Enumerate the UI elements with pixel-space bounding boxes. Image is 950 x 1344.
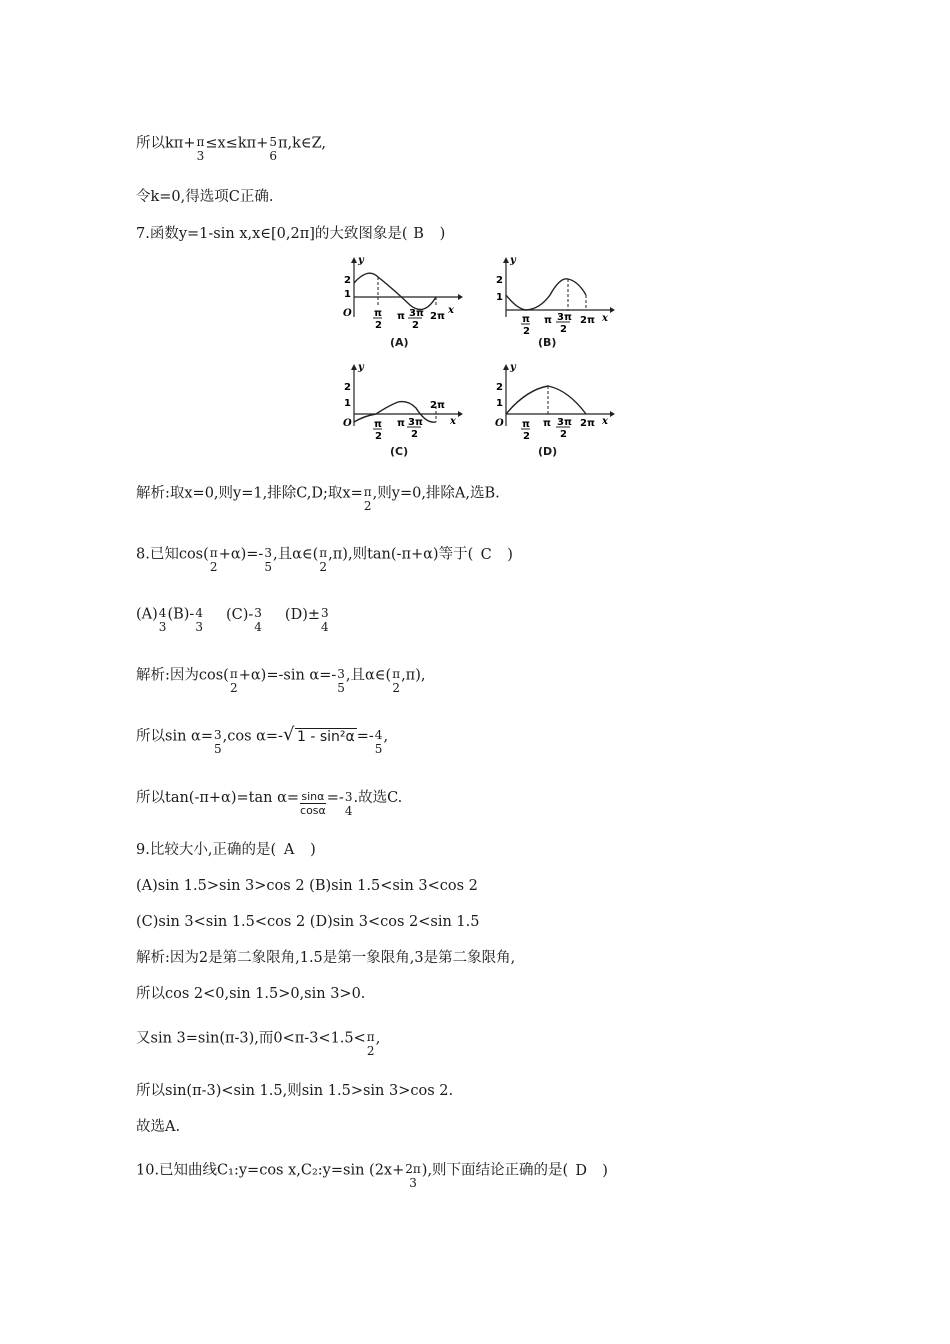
svg-text:x: x [602,416,608,427]
svg-text:1: 1 [496,292,503,303]
fraction: π 3 [196,135,205,163]
svg-text:2: 2 [560,429,567,440]
svg-text:3π: 3π [408,417,423,428]
solution-9-line-4: 所以sin(π-3)<sin 1.5,则sin 1.5>sin 3>cos 2. [136,1083,454,1099]
svg-text:y: y [358,255,364,266]
svg-text:2π: 2π [580,418,595,429]
svg-text:π: π [397,418,405,429]
svg-text:2: 2 [523,326,530,337]
solution-7: 解析:取x=0,则y=1,排除C,D;取x= π 2 ,则y=0,排除A,选B. [136,485,500,513]
fraction: π 2 [363,485,372,513]
question-8: 8.已知cos( π 2 +α)=- 3 5 ,且α∈( π 2 ,π),则tan(-π+α)等于( C ) [136,546,513,574]
solution-9-line-3: 又sin 3=sin(π-3),而0<π-3<1.5< π 2 , [136,1030,381,1058]
text-line-range: 所以kπ+ π 3 ≤x≤kπ+ 5 6 π,k∈Z, [136,135,327,163]
square-root: √ 1 - sin²α [283,727,357,747]
svg-text:2: 2 [375,320,382,331]
svg-text:x: x [448,305,454,316]
graph-caption-b: (B) [538,336,557,349]
solution-8-line-2: 所以sin α= 3 5 ,cos α=-√ 1 - sin²α =- 4 5 , [136,723,388,750]
question-9: 9.比较大小,正确的是( A ) [136,842,316,858]
svg-text:2: 2 [344,275,351,286]
svg-text:π: π [522,314,530,325]
svg-text:2: 2 [375,431,382,442]
options-9-row-2: (C)sin 3<sin 1.5<cos 2 (D)sin 3<cos 2<sin 1.5 [136,914,480,930]
graph-caption-d: (D) [538,445,558,458]
svg-text:x: x [450,416,456,427]
svg-text:2: 2 [411,429,418,440]
svg-text:π: π [543,418,551,429]
svg-text:y: y [510,255,516,266]
solution-9-line-1: 解析:因为2是第二象限角,1.5是第一象限角,3是第二象限角, [136,950,516,966]
svg-text:2: 2 [496,382,503,393]
svg-text:2: 2 [523,431,530,442]
solution-9-line-5: 故选A. [136,1119,181,1135]
svg-text:2π: 2π [430,400,445,411]
answer-8: C [480,546,492,563]
question-7: 7.函数y=1-sin x,x∈[0,2π]的大致图象是( B ) [136,226,446,242]
text-line-conclusion: 令k=0,得选项C正确. [136,189,274,205]
svg-text:π: π [397,311,405,322]
graph-caption-a: (A) [390,336,409,349]
svg-text:O: O [343,418,352,429]
svg-text:1: 1 [496,398,503,409]
question-10: 10.已知曲线C₁:y=cos x,C₂:y=sin (2x+ 2π 3 ),则下面结论正确的是( D ) [136,1162,608,1190]
svg-text:π: π [544,315,552,326]
svg-text:x: x [602,313,608,324]
svg-text:O: O [343,308,352,319]
svg-text:y: y [358,362,364,373]
options-9-row-1: (A)sin 1.5>sin 3>cos 2 (B)sin 1.5<sin 3<cos 2 [136,878,478,894]
svg-text:3π: 3π [557,417,572,428]
svg-text:1: 1 [344,289,351,300]
svg-text:π: π [522,419,530,430]
answer-9: A [283,842,295,858]
answer-10: D [575,1162,588,1179]
svg-text:π: π [374,308,382,319]
svg-text:2π: 2π [430,311,445,322]
svg-text:π: π [374,419,382,430]
graph-caption-c: (C) [390,445,409,458]
svg-text:2: 2 [560,324,567,335]
solution-9-line-2: 所以cos 2<0,sin 1.5>0,sin 3>0. [136,986,366,1002]
svg-text:y: y [510,362,516,373]
svg-text:2π: 2π [580,315,595,326]
svg-text:1: 1 [344,398,351,409]
fraction: 5 6 [269,135,277,163]
svg-text:2: 2 [344,382,351,393]
answer-7: B [413,226,424,242]
options-8: (A) 4 3 (B)- 4 3 (C)- 3 4 (D)± 3 4 [136,606,329,634]
svg-text:2: 2 [496,275,503,286]
svg-text:2: 2 [412,320,419,331]
svg-text:3π: 3π [557,312,572,323]
solution-8-line-1: 解析:因为cos( π 2 +α)=-sin α=- 3 5 ,且α∈( π 2 ,π), [136,667,426,695]
solution-8-line-3: 所以tan(-π+α)=tan α= $\frac{\sin\alpha}{\cos\alpha}$ =- 3 4 .故选C. [136,789,403,818]
svg-text:3π: 3π [409,308,424,319]
svg-text:O: O [495,418,504,429]
